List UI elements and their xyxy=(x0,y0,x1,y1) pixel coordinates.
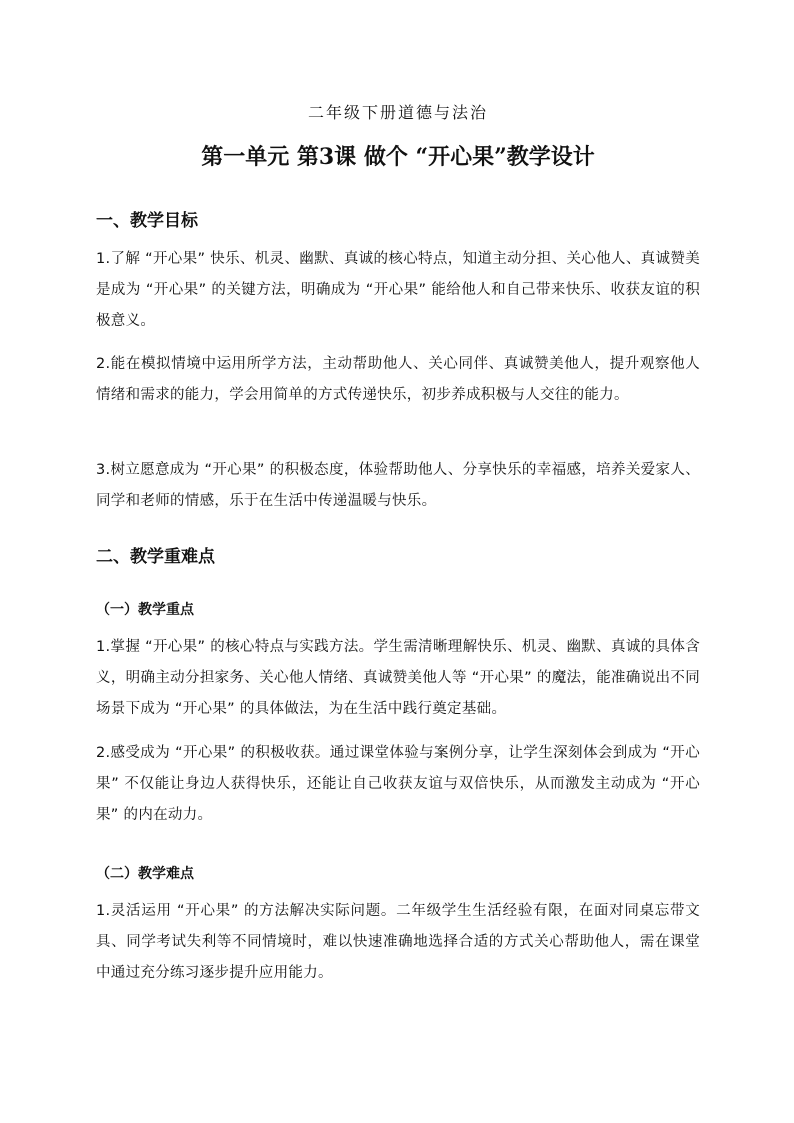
goal-paragraph-3: 3.树立愿意成为 “开心果” 的积极态度，体验帮助他人、分享快乐的幸福感，培养关爱家人、同学和老师的情感，乐于在生活中传递温暖与快乐。 xyxy=(96,462,700,509)
goal-paragraph-1: 1.了解 “开心果” 快乐、机灵、幽默、真诚的核心特点，知道主动分担、关心他人、真诚赞美是成为 “开心果” 的关键方法，明确成为 “开心果” 能给他人和自己带来快乐、收获友谊的积极意义。 xyxy=(96,251,700,329)
difficult-point-paragraph-1: 1.灵活运用 “开心果” 的方法解决实际问题。二年级学生生活经验有限，在面对同桌忘带文具、同学考试失利等不同情境时，难以快速准确地选择合适的方式关心帮助他人，需在课堂中通过充分练习逐步提升应用能力。 xyxy=(96,903,700,981)
subsection-heading-difficult-points: （二）教学难点 xyxy=(96,866,194,882)
document-subtitle: 二年级下册道德与法治 xyxy=(307,103,488,122)
section-heading-teaching-goals: 一、教学目标 xyxy=(96,211,198,231)
subsection-heading-key-points: （一）教学重点 xyxy=(96,602,194,618)
goal-paragraph-2: 2.能在模拟情境中运用所学方法，主动帮助他人、关心同伴、真诚赞美他人，提升观察他人情绪和需求的能力，学会用简单的方式传递快乐，初步养成积极与人交往的能力。 xyxy=(96,356,700,403)
key-point-paragraph-2: 2.感受成为 “开心果” 的积极收获。通过课堂体验与案例分享，让学生深刻体会到成为 “开心果” 不仅能让身边人获得快乐，还能让自己收获友谊与双倍快乐，从而激发主动成为 “开心果” 的内在动力。 xyxy=(96,745,700,823)
key-point-paragraph-1: 1.掌握 “开心果” 的核心特点与实践方法。学生需清晰理解快乐、机灵、幽默、真诚的具体含义，明确主动分担家务、关心他人情绪、真诚赞美他人等 “开心果” 的魔法，能准确说出不同场景下成为 “开心果” 的具体做法，为在生活中践行奠定基础。 xyxy=(96,639,700,717)
document-title: 第一单元 第3课 做个 “开心果”教学设计 xyxy=(201,144,595,170)
section-heading-key-difficult-points: 二、教学重难点 xyxy=(96,547,215,567)
